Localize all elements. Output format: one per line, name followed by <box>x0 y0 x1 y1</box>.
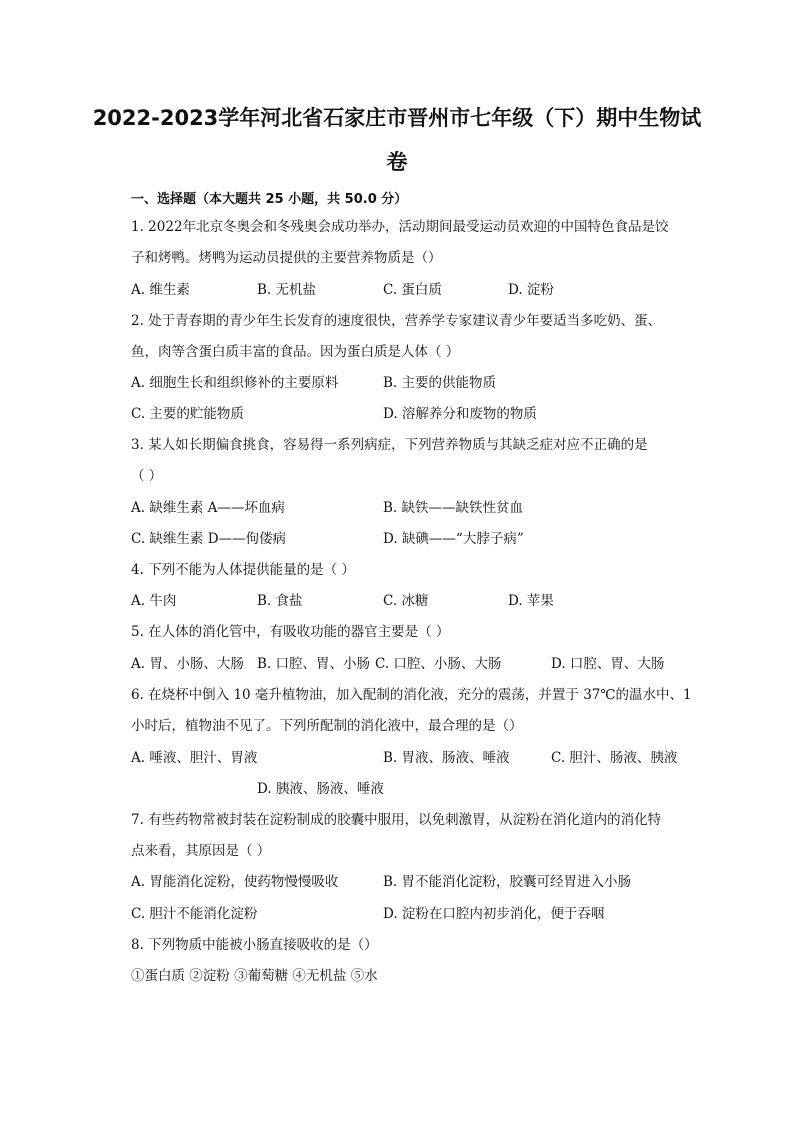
question-2-option-b: B. 主要的供能物质 <box>383 375 497 391</box>
question-6-option-a: A. 唾液、胆汁、胃液 <box>131 750 258 766</box>
question-3-option-c: C. 缺维生素 D——佝偻病 <box>131 531 287 547</box>
question-1-line-2: 子和烤鸭。烤鸭为运动员提供的主要营养物质是（） <box>131 250 442 266</box>
section-heading: 一、选择题（本大题共 25 小题，共 50.0 分） <box>131 192 408 207</box>
question-7-line-1: 7. 有些药物常被封装在淀粉制成的胶囊中服用，以免刺激胃，从淀粉在消化道内的消化特 <box>131 812 662 828</box>
question-4-option-b: B. 食盐 <box>257 593 303 609</box>
question-8-line-1: 8. 下列物质中能被小肠直接吸收的是（） <box>131 937 378 953</box>
question-7-option-b: B. 胃不能消化淀粉，胶囊可经胃进入小肠 <box>383 874 632 890</box>
question-6-option-b: B. 胃液、肠液、唾液 <box>383 750 510 766</box>
title-line-1: 2022-2023学年河北省石家庄市晋州市七年级（下）期中生物试 <box>92 106 702 130</box>
question-7-option-a: A. 胃能消化淀粉，使药物慢慢吸收 <box>131 874 339 890</box>
question-5-option-d: D. 口腔、胃、大肠 <box>551 656 665 672</box>
question-5-option-a: A. 胃、小肠、大肠 <box>131 656 244 672</box>
question-6-option-d: D. 胰液、肠液、唾液 <box>257 781 384 797</box>
question-6-line-2: 小时后，植物油不见了。下列所配制的消化液中，最合理的是（） <box>131 718 523 734</box>
question-8-items: ①蛋白质 ②淀粉 ③葡萄糖 ④无机盐 ⑤水 <box>131 968 378 984</box>
question-4-line-1: 4. 下列不能为人体提供能量的是（ ） <box>131 562 355 578</box>
question-3-option-b: B. 缺铁——缺铁性贫血 <box>383 500 524 516</box>
question-3-option-d: D. 缺碘——“大脖子病” <box>383 531 524 547</box>
page-title <box>60 96 734 184</box>
title-line-2: 卷 <box>386 150 408 174</box>
question-1-line-1: 1. 2022年北京冬奥会和冬残奥会成功举办，活动期间最受运动员欢迎的中国特色食品是饺 <box>131 219 669 235</box>
question-2-option-c: C. 主要的贮能物质 <box>131 406 244 422</box>
question-3-line-1: 3. 某人如长期偏食挑食，容易得一系列病症，下列营养物质与其缺乏症对应不正确的是 <box>131 437 648 453</box>
question-1-option-a: A. 维生素 <box>131 282 190 298</box>
question-6-line-1: 6. 在烧杯中倒入 10 毫升植物油，加入配制的消化液，充分的震荡，并置于 37℃的温水中、1 <box>131 687 692 703</box>
question-1-option-b: B. 无机盐 <box>257 282 317 298</box>
question-4-option-d: D. 苹果 <box>508 593 554 609</box>
question-3-line-2: （ ） <box>131 468 163 484</box>
question-1-option-d: D. 淀粉 <box>508 282 554 298</box>
question-7-option-d: D. 淀粉在口腔内初步消化，便于吞咽 <box>383 906 605 922</box>
question-7-line-2: 点来看，其原因是（ ） <box>131 843 271 859</box>
question-2-line-2: 鱼，肉等含蛋白质丰富的食品。因为蛋白质是人体（ ） <box>131 344 460 360</box>
question-2-option-a: A. 细胞生长和组织修补的主要原料 <box>131 375 339 391</box>
question-2-line-1: 2. 处于青春期的青少年生长发育的速度很快，营养学专家建议青少年要适当多吃奶、蛋、 <box>131 313 662 329</box>
question-2-option-d: D. 溶解养分和废物的物质 <box>383 406 537 422</box>
question-5-option-b: B. 口腔、胃、小肠 <box>257 656 371 672</box>
question-4-option-c: C. 冰糖 <box>383 593 429 609</box>
question-5-line-1: 5. 在人体的消化管中，有吸收功能的器官主要是（ ） <box>131 624 450 640</box>
question-1-option-c: C. 蛋白质 <box>383 282 442 298</box>
question-4-option-a: A. 牛肉 <box>131 593 177 609</box>
question-6-option-c: C. 胆汁、肠液、胰液 <box>551 750 678 766</box>
question-3-option-a: A. 缺维生素 A——坏血病 <box>131 500 285 516</box>
question-7-option-c: C. 胆汁不能消化淀粉 <box>131 906 258 922</box>
question-5-option-c: C. 口腔、小肠、大肠 <box>375 656 502 672</box>
